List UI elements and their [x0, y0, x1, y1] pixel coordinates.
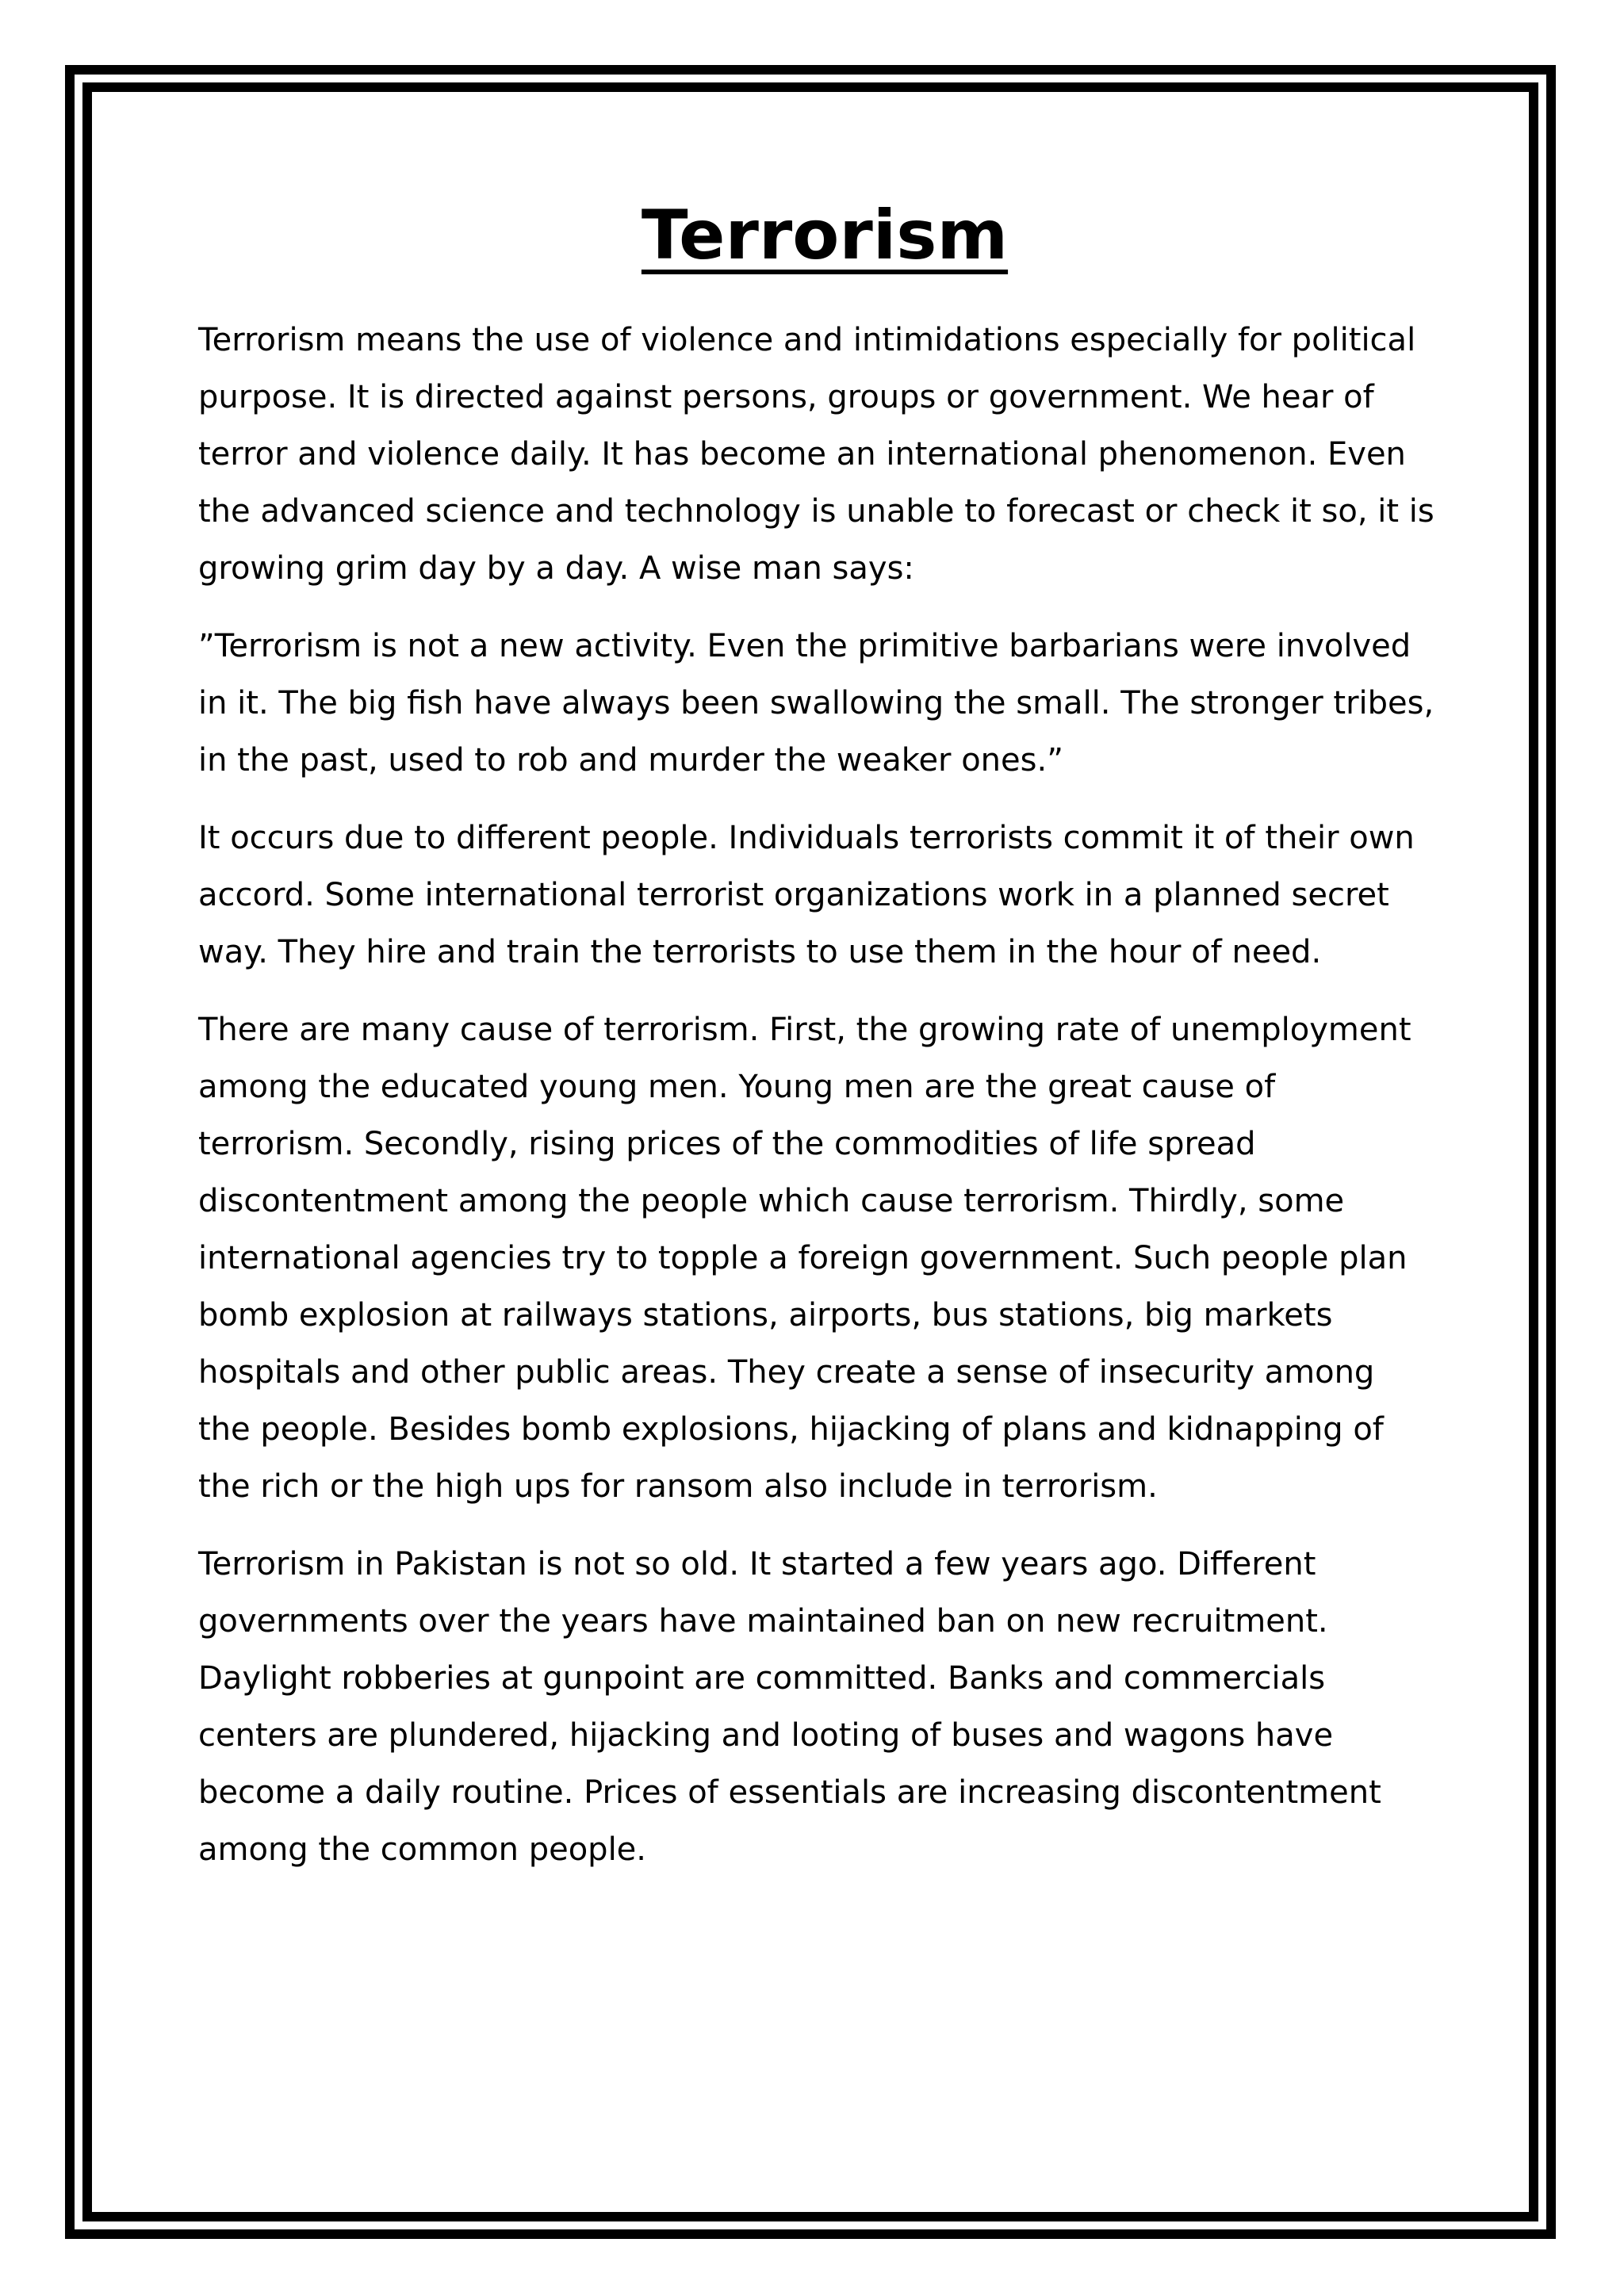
paragraph-introduction: Terrorism means the use of violence and intimidations especially for political purpose. It is directed against persons, groups or government. We hear of terror and violence daily. It has become an international phenomenon. Even the advanced science and technology is unable to forecast or check it so, it is growing grim day by a day. A wise man says: [198, 321, 1434, 587]
essay-body [198, 198, 1435, 1899]
paragraph-quotation: ”Terrorism is not a new activity. Even the primitive barbarians were involved in it. The big fish have always been swallowing the small. The stronger tribes, in the past, used to rob and murder the weaker ones.” [198, 627, 1434, 779]
paragraph-pakistan: Terrorism in Pakistan is not so old. It started a few years ago. Different governments over the years have maintained ban on new recruitment. Daylight robberies at gunpoint are committed. Banks and commercials centers are plundered, hijacking and looting of buses and wagons have become a daily routine. Prices of essentials are increasing discontentment among the common people. [198, 1545, 1381, 1868]
paragraph-causes: There are many cause of terrorism. First, the growing rate of unemployment among the educated young men. Young men are the great cause of terrorism. Secondly, rising prices of the commodities of life spread discontentment among the people which cause terrorism. Thirdly, some international agencies try to topple a foreign government. Such people plan bomb explosion at railways stations, airports, bus stations, big markets hospitals and other public areas. They create a sense of insecurity among the people. Besides bomb explosions, hijacking of plans and kidnapping of the rich or the high ups for ransom also include in terrorism. [198, 1011, 1411, 1505]
essay-title: Terrorism [641, 196, 1009, 275]
paragraph-occurrence: It occurs due to different people. Individuals terrorists commit it of their own accord. Some international terrorist organizations work in a planned secret way. They hire and train the terrorists to use them in the hour of need. [198, 819, 1415, 970]
